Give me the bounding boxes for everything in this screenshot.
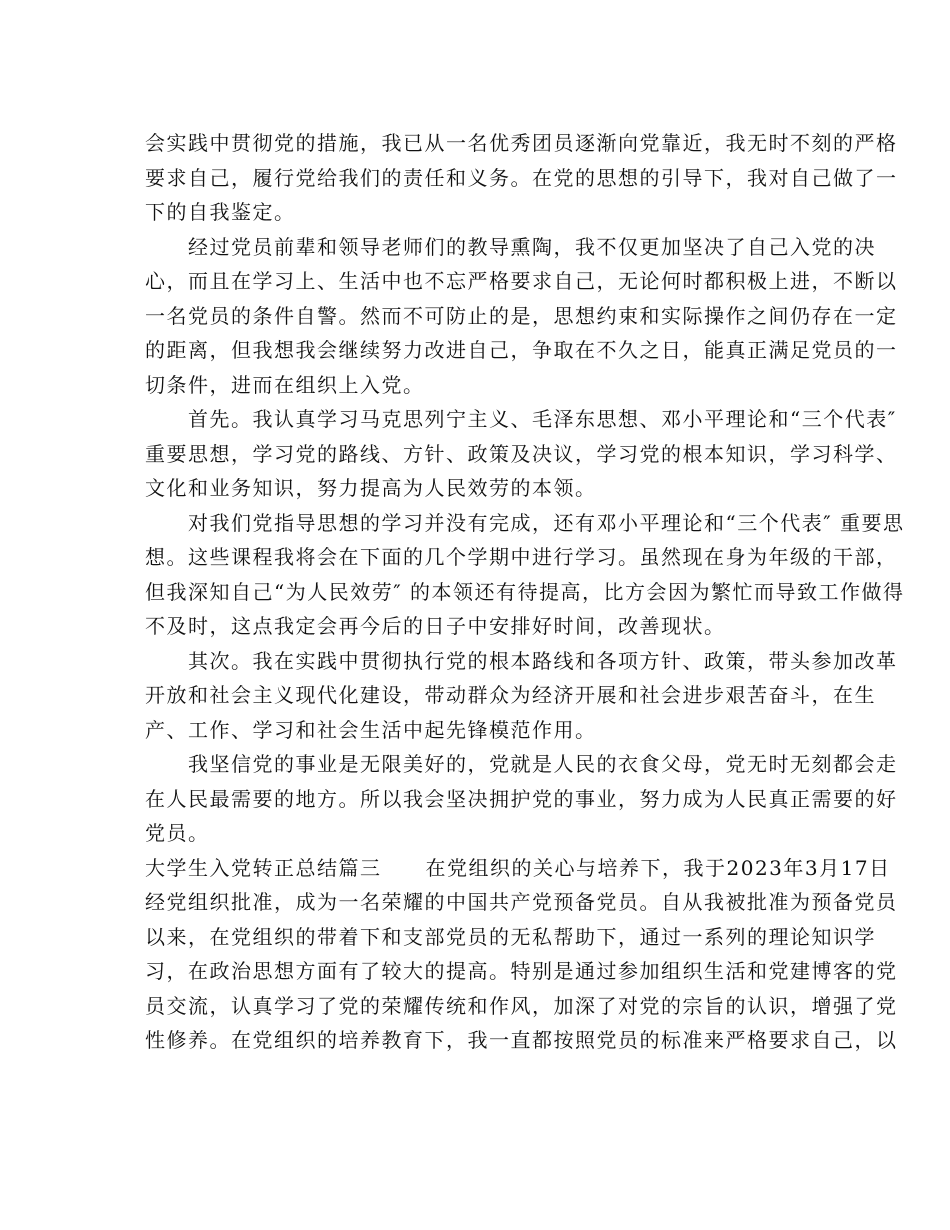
text-line: 经党组织批准，成为一名荣耀的中国共产党预备党员。自从我被批准为预备党员 (145, 890, 898, 914)
text-line: 首先。我认真学习马克思列宁主义、毛泽东思想、邓小平理论和“三个代表″ (188, 407, 897, 431)
paragraph (145, 506, 905, 644)
section-heading: 大学生入党转正总结篇三 (145, 855, 382, 880)
text-line: 不及时，这点我定会再今后的日子中安排好时间，改善现状。 (145, 614, 726, 638)
text-line: 下的自我鉴定。 (145, 200, 296, 224)
text-line: 要求自己，履行党给我们的责任和义务。在党的思想的引导下，我对自己做了一 (145, 165, 898, 190)
text-line: 党员。 (145, 821, 210, 845)
text-line: 性修养。在党组织的培养教育下，我一直都按照党员的标准来严格要求自己，以 (145, 1028, 898, 1052)
text-line: 文化和业务知识，努力提高为人民效劳的本领。 (145, 476, 597, 500)
text-line: 一名党员的条件自警。然而不可防止的是，思想约束和实际操作之间仍存在一定 (145, 303, 898, 328)
text-line: 以来，在党组织的带着下和支部党员的无私帮助下，通过一系列的理论知识学 (145, 924, 876, 949)
text-line: 对我们党指导思想的学习并没有完成，还有邓小平理论和“三个代表″ 重要思 (188, 510, 905, 535)
text-line: 切条件，进而在组织上入党。 (145, 372, 425, 397)
section-first-line-text: 在党组织的关心与培养下，我于2023年3月17日 (425, 855, 891, 880)
text-line: 经过党员前辈和领导老师们的教导熏陶，我不仅更加坚决了自己入党的决 (188, 234, 876, 259)
text-line: 产、工作、学习和社会生活中起先锋模范作用。 (145, 717, 597, 742)
paragraph (145, 230, 898, 403)
text-line: 心，而且在学习上、生活中也不忘严格要求自己，无论何时都积极上进，不断以 (145, 269, 898, 293)
text-line: 员交流，认真学习了党的荣耀传统和作风，加深了对党的宗旨的认识，增强了党 (145, 993, 898, 1018)
text-line: 重要思想，学习党的路线、方针、政策及决议，学习党的根本知识，学习科学、 (145, 441, 898, 466)
paragraph (145, 747, 898, 851)
text-line: 开放和社会主义现代化建设，带动群众为经济开展和社会进步艰苦奋斗，在生 (145, 683, 876, 707)
text-line: 在人民最需要的地方。所以我会坚决拥护党的事业，努力成为人民真正需要的好 (145, 786, 898, 811)
text-line: 其次。我在实践中贯彻执行党的根本路线和各项方针、政策，带头参加改革 (188, 648, 898, 673)
paragraph (145, 126, 898, 230)
text-line: 会实践中贯彻党的措施，我已从一名优秀团员逐渐向党靠近，我无时不刻的严格 (145, 131, 898, 155)
text-line: 的距离，但我想我会继续努力改进自己，争取在不久之日，能真正满足党员的一 (145, 338, 898, 362)
text-line: 但我深知自己“为人民效劳″ 的本领还有待提高，比方会因为繁忙而导致工作做得 (145, 579, 905, 604)
paragraph (145, 402, 898, 506)
document-body (145, 126, 905, 1058)
section-first-line (145, 851, 891, 886)
section-three (145, 851, 898, 1058)
text-line: 习，在政治思想方面有了较大的提高。特别是通过参加组织生活和党建博客的党 (145, 959, 898, 983)
text-line: 我坚信党的事业是无限美好的，党就是人民的衣食父母，党无时无刻都会走 (188, 752, 898, 776)
paragraph (145, 644, 898, 748)
text-line: 想。这些课程我将会在下面的几个学期中进行学习。虽然现在身为年级的干部， (145, 545, 898, 569)
